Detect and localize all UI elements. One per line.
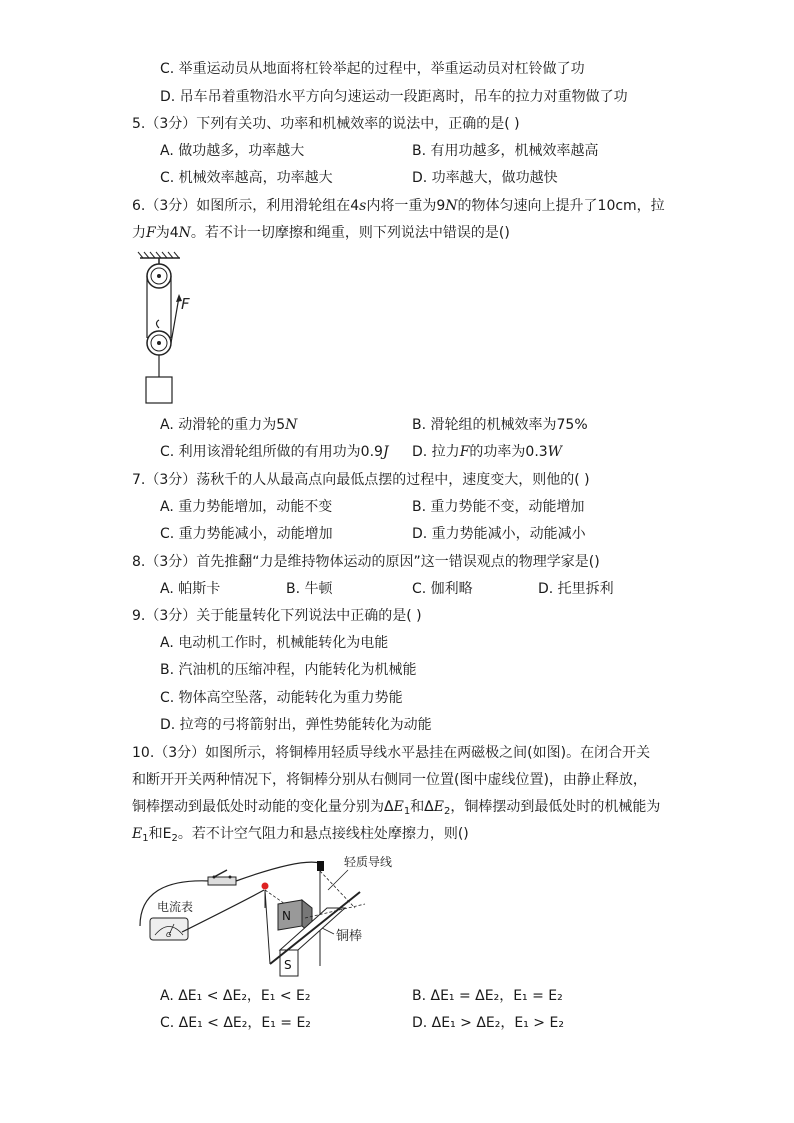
q5-option-b: B. 有用功越多，机械效率越高	[412, 143, 599, 159]
ammeter-label: 电流表	[157, 900, 194, 914]
q8-option-d: D. 托里拆利	[538, 581, 614, 597]
q5-option-c: C. 机械效率越高，功率越大	[160, 170, 333, 186]
q8-option-a: A. 帕斯卡	[160, 581, 221, 597]
q10-stem-line4: $E_1$和$E_2$。若不计空气阻力和悬点接线柱处摩擦力，则()	[132, 826, 469, 844]
q6-option-a: A. 动滑轮的重力为5N	[160, 417, 298, 433]
q5-option-a: A. 做功越多，功率越大	[160, 143, 305, 159]
q8-option-c: C. 伽利略	[412, 581, 473, 597]
switch-base	[208, 877, 236, 885]
q7-option-d: D. 重力势能减小，动能减小	[412, 526, 586, 542]
q10-stem-line2: 和断开开关两种情况下，将铜棒分别从右侧同一位置(图中虚线位置)，由静止释放，	[132, 772, 647, 788]
switch-blade	[214, 870, 227, 877]
right-binding-post	[317, 861, 324, 871]
q9-option-a: A. 电动机工作时，机械能转化为电能	[160, 635, 389, 651]
q4-option-d: D. 吊车吊着重物沿水平方向匀速运动一段距离时，吊车的拉力对重物做了功	[160, 89, 628, 105]
q9-option-d: D. 拉弯的弓将箭射出，弹性势能转化为动能	[160, 717, 432, 733]
q6-stem-line1: 6.（3分）如图所示，利用滑轮组在4s内将一重为9N的物体匀速向上提升了10cm，拉	[132, 198, 665, 214]
q10-option-c: C. ΔE₁ < ΔE₂，E₁ = E₂	[160, 1015, 311, 1031]
q9-stem: 9.（3分）关于能量转化下列说法中正确的是( )	[132, 608, 422, 624]
q5-option-d: D. 功率越大，做功越快	[412, 170, 558, 186]
pulley-system-figure	[135, 250, 205, 410]
q8-stem: 8.（3分）首先推翻“力是维持物体运动的原因”这一错误观点的物理学家是()	[132, 554, 600, 570]
weight-block	[146, 377, 172, 403]
q10-option-d: D. ΔE₁ > ΔE₂，E₁ > E₂	[412, 1015, 564, 1031]
q10-stem-line1: 10.（3分）如图所示，将铜棒用轻质导线水平悬挂在两磁极之间(如图)。在闭合开关	[132, 745, 651, 761]
q8-option-b: B. 牛顿	[286, 581, 333, 597]
light-wire-label: 轻质导线	[344, 855, 393, 869]
q10-stem-line3: 铜棒摆动到最低处时动能的变化量分别为$\Delta E_1$和$\Delta E_2$，铜棒摆动到最低处时的机械能为	[132, 799, 661, 817]
q6-option-d: D. 拉力F的功率为0.3W	[412, 444, 563, 460]
q6-option-c: C. 利用该滑轮组所做的有用功为0.9J	[160, 444, 389, 460]
q6-option-b: B. 滑轮组的机械效率为75%	[412, 417, 588, 433]
q7-option-c: C. 重力势能减小，动能增加	[160, 526, 333, 542]
q9-option-b: B. 汽油机的压缩冲程，内能转化为机械能	[160, 662, 417, 678]
s-pole-label: S	[284, 958, 292, 972]
q4-option-c: C. 举重运动员从地面将杠铃举起的过程中，举重运动员对杠铃做了功	[160, 61, 585, 77]
q10-option-b: B. ΔE₁ = ΔE₂，E₁ = E₂	[412, 988, 563, 1004]
q6-stem-line2: 力F为4N。若不计一切摩擦和绳重，则下列说法中错误的是()	[132, 225, 510, 241]
q10-option-a: A. ΔE₁ < ΔE₂，E₁ < E₂	[160, 988, 311, 1004]
force-label: F	[181, 295, 190, 313]
q7-option-b: B. 重力势能不变，动能增加	[412, 499, 585, 515]
copper-rod-label: 铜棒	[336, 929, 363, 944]
magnet-circuit-figure	[130, 848, 420, 980]
q5-stem: 5.（3分）下列有关功、功率和机械效率的说法中，正确的是( )	[132, 116, 520, 132]
q7-stem: 7.（3分）荡秋千的人从最高点向最低点摆的过程中，速度变大，则他的( )	[132, 472, 590, 488]
n-pole-label: N	[282, 909, 291, 923]
svg-text:G: G	[166, 931, 172, 939]
left-binding-post	[262, 883, 269, 890]
q7-option-a: A. 重力势能增加，动能不变	[160, 499, 333, 515]
q9-option-c: C. 物体高空坠落，动能转化为重力势能	[160, 690, 403, 706]
